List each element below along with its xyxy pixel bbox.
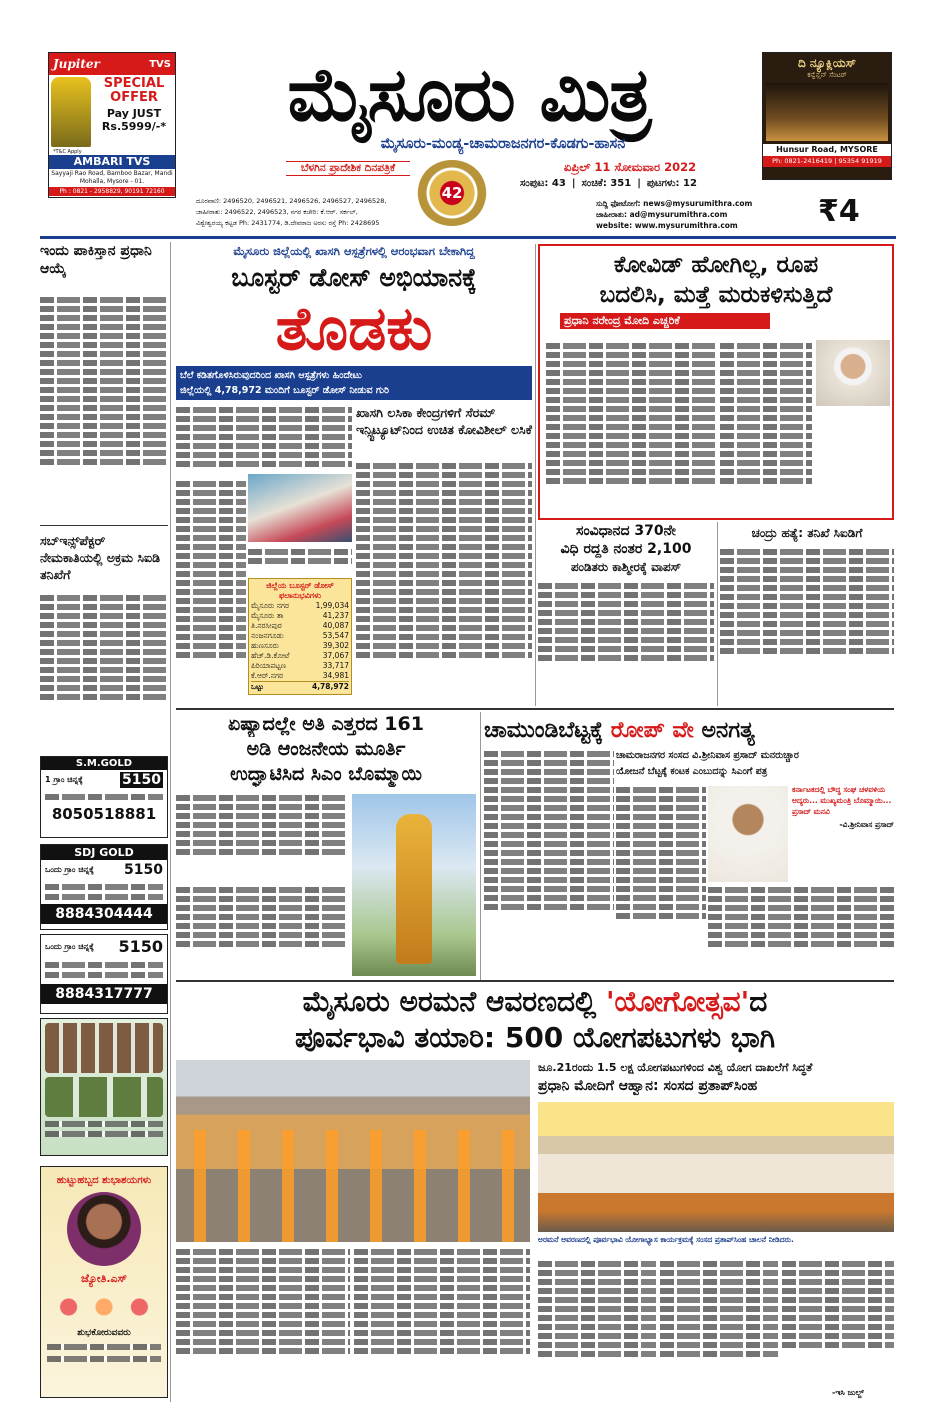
ropeway-h-post: ಅನಗತ್ಯ bbox=[693, 718, 755, 743]
hanuman-h3: ಉದ್ಘಾಟಿಸಿದ ಸಿಎಂ ಬೊಮ್ಮಾಯಿ bbox=[230, 763, 422, 785]
booster-side-body bbox=[356, 460, 532, 698]
yoga-side-1: ಜೂ.21ರಂದು 1.5 ಲಕ್ಷ ಯೋಗಪಟುಗಳಿಂದ ವಿಶ್ವ ಯೋಗ ದಾಖಲೆಗೆ ಸಿದ್ಧತೆ bbox=[538, 1061, 813, 1074]
ad-phone: Ph : 0821 - 2958829, 90191 72160 bbox=[49, 187, 175, 196]
booster-kicker: ಮೈಸೂರು ಜಿಲ್ಲೆಯಲ್ಲಿ ಖಾಸಗಿ ಆಸ್ಪತ್ರೆಗಳಲ್ಲಿ ಆರಂಭವಾಗ ಬೇಕಾಗಿದ್ದ bbox=[233, 244, 475, 258]
nucleus-title: ದಿ ನ್ಯೂಕ್ಲಿಯಸ್ bbox=[797, 56, 857, 70]
table-row bbox=[251, 641, 349, 651]
ropeway-bullet-2: ಯೋಜನೆ ಬೆಟ್ಟಕ್ಕೆ ಕಂಟಕ ಎಂಬುದನ್ನು ಸಿಎಂಗೆ ಪತ್ರ bbox=[616, 766, 768, 777]
kashmir-h3: ಪಂಡಿತರು ಕಾಶ್ಮೀರಕ್ಕೆ ವಾಪಸ್ bbox=[570, 560, 681, 574]
table-cell-count: 4,78,972 bbox=[311, 682, 349, 691]
issue-meta: ಸಂಪುಟ: 43 | ಸಂಚಿಕೆ: 351 | ಪುಟಗಳು: 12 bbox=[520, 178, 697, 189]
yoga-h1-red: 'ಯೋಗೋತ್ಸವ' bbox=[605, 985, 750, 1018]
volume: ಸಂಪುಟ: 43 bbox=[520, 178, 566, 189]
email-news[interactable]: ಸುದ್ದಿ ಫೋಟೋಗೆ: news@mysurumithra.com bbox=[596, 199, 753, 208]
anniversary-number: 42 bbox=[441, 184, 463, 202]
table-row bbox=[251, 601, 349, 611]
gold3-phone: 8884317777 bbox=[41, 984, 167, 1004]
birthday-flowers bbox=[45, 1292, 163, 1322]
yoga-headline-2: ಪೂರ್ವಭಾವಿ ತಯಾರಿ: 500 ಯೋಗಪಟುಗಳು ಭಾಗಿ bbox=[294, 1021, 776, 1054]
birthday-name: ಜ್ಯೋತಿ.ಎಸ್ bbox=[80, 1272, 127, 1285]
chandru-body bbox=[720, 546, 894, 696]
sdjgold-name: SDJ GOLD bbox=[41, 845, 167, 860]
yoga-photo bbox=[176, 1060, 530, 1242]
table-cell-count: 33,717 bbox=[322, 661, 349, 670]
ropeway-bullets bbox=[616, 748, 894, 780]
yoga-side-2: ಪ್ರಧಾನಿ ಮೋದಿಗೆ ಆಹ್ವಾನ: ಸಂಸದ ಪ್ರತಾಪ್‌ಸಿಂಹ bbox=[538, 1078, 758, 1094]
col-divider-3 bbox=[480, 712, 481, 980]
scooter-image bbox=[51, 77, 91, 147]
ad-address: Sayyaji Rao Road, Bamboo Bazar, Mandi Mohalla, Mysore - 01. bbox=[51, 170, 173, 185]
covid-headline-1: ಕೋವಿಡ್ ಹೋಗಿಲ್ಲ, ರೂಪ bbox=[613, 252, 819, 278]
ad-tvs[interactable] bbox=[48, 52, 176, 198]
ad-smgold[interactable] bbox=[40, 756, 168, 838]
ad-pay: Pay JUST bbox=[106, 107, 162, 120]
kashmir-headline bbox=[538, 522, 714, 576]
yoga-caption: ಅರಮನೆ ಆವರಣದಲ್ಲಿ ಪೂರ್ವಭಾವಿ ಯೋಗಾಭ್ಯಾಸ ಕಾರ್ಯಕ್ರಮಕ್ಕೆ ಸಂಸದ ಪ್ರತಾಪ್‌ಸಿಂಹ ಚಾಲನೆ ನೀಡಿದರು. bbox=[538, 1235, 794, 1244]
prasad-photo bbox=[708, 786, 788, 882]
kashmir-h1: ಸಂವಿಧಾನದ 370ನೇ bbox=[576, 523, 676, 539]
table-cell-taluk: ಕೆ.ಆರ್.ನಗರ bbox=[251, 671, 283, 680]
table-row bbox=[251, 611, 349, 621]
yoga-h1-post: ದ bbox=[749, 985, 768, 1018]
ropeway-body-3 bbox=[708, 884, 894, 976]
vaccination-photo bbox=[248, 474, 352, 542]
covid-sub: ಪ್ರಧಾನಿ ನರೇಂದ್ರ ಮೋದಿ ಎಚ್ಚರಿಕೆ bbox=[560, 313, 770, 329]
pakistan-body bbox=[40, 294, 168, 526]
ad-price: Rs.5999/-* bbox=[101, 120, 167, 133]
ad-brand: Jupiter bbox=[53, 57, 100, 71]
pakistan-headline: ಇಂದು ಪಾಕಿಸ್ತಾನ ಪ್ರಧಾನಿ ಆಯ್ಕೆ bbox=[40, 243, 152, 277]
ad-offer: SPECIAL OFFER bbox=[103, 76, 165, 105]
phones-line-3: ವಿಶ್ವೇಶ್ವರಯ್ಯ ಕಟ್ಟಡ Ph: 2431774, ಡಿ.ದೇವರಾಜ ಅರಸು ರಸ್ತೆ Ph: 2428695 bbox=[196, 219, 380, 227]
covid-story bbox=[538, 244, 894, 520]
booster-bullets bbox=[176, 366, 532, 400]
booster-bullet-1: ಬೆಲೆ ಕಡಿತಗೊಳಿಸಿರುವುದರಿಂದ ಖಾಸಗಿ ಆಸ್ಪತ್ರೆಗಳು ಹಿಂದೇಟು bbox=[180, 370, 362, 381]
price: ₹4 bbox=[818, 194, 860, 229]
issue-date: ಏಪ್ರಿಲ್ 11 ಸೋಮವಾರ 2022 bbox=[563, 160, 697, 174]
modi-photo bbox=[816, 340, 890, 406]
hanuman-headline bbox=[176, 712, 476, 787]
ropeway-body-2 bbox=[616, 784, 706, 976]
table-row bbox=[251, 621, 349, 631]
ad-brand2: TVS bbox=[149, 58, 171, 70]
table-cell-taluk: ನಂಜನಗೂಡು bbox=[251, 631, 284, 640]
chandru-headline: ಚಂದ್ರು ಹತ್ಯೆ: ತನಿಖೆ ಸಿಐಡಿಗೆ bbox=[751, 526, 863, 540]
issue: ಸಂಚಿಕೆ: 351 bbox=[581, 178, 632, 189]
table-cell-taluk: ಹುಣಸೂರು bbox=[251, 641, 280, 650]
hanuman-body-top bbox=[176, 792, 348, 880]
table-cell-taluk: ಪಿರಿಯಾಪಟ್ಟಣ bbox=[251, 661, 287, 670]
ropeway-h-pre: ಚಾಮುಂಡಿಬೆಟ್ಟಕ್ಕೆ bbox=[484, 718, 611, 743]
table-cell-count: 40,087 bbox=[322, 621, 349, 630]
table-cell-count: 41,237 bbox=[322, 611, 349, 620]
table-cell-count: 34,981 bbox=[322, 671, 349, 680]
sdjgold-phone: 8884304444 bbox=[41, 904, 167, 924]
nucleus-photo bbox=[766, 83, 888, 141]
left-column bbox=[40, 242, 168, 738]
table-row bbox=[251, 631, 349, 641]
birthday-wish: ಹುಟ್ಟುಹಬ್ಬದ ಶುಭಾಶಯಗಳು bbox=[56, 1175, 152, 1186]
sdjgold-line: ಒಂದು ಗ್ರಾಂ ಚಿನ್ನಕ್ಕೆ bbox=[45, 865, 94, 874]
sdjgold-price: 5150 bbox=[124, 862, 163, 878]
beneficiaries-table bbox=[248, 578, 352, 695]
ropeway-body-1 bbox=[484, 748, 614, 976]
rule-2 bbox=[176, 708, 894, 710]
group-avatars-2 bbox=[45, 1077, 163, 1117]
ropeway-quote bbox=[792, 784, 894, 880]
masthead-rule bbox=[40, 236, 896, 239]
col-divider-1 bbox=[535, 244, 536, 706]
birthday-from: ಶುಭಕೋರುವವರು bbox=[77, 1328, 131, 1338]
booster-bullet-2: ಜಿಲ್ಲೆಯಲ್ಲಿ 4,78,972 ಮಂದಿಗೆ ಬೂಸ್ಟರ್ ಡೋಸ್ ನೀಡುವ ಗುರಿ bbox=[180, 385, 390, 396]
booster-big-word: ತೊಡಕು bbox=[275, 294, 433, 364]
table-cell-count: 1,99,034 bbox=[315, 601, 349, 610]
ad-nucleus[interactable] bbox=[762, 52, 892, 180]
nucleus-sub: ಕನ್ವೆನ್ಷನ್ ಸೆಂಟರ್ bbox=[807, 71, 847, 79]
smgold-price: 5150 bbox=[122, 772, 161, 788]
table-cell-taluk: ಮೈಸೂರು ನಗರ bbox=[251, 601, 289, 610]
table-cell-count: 39,302 bbox=[322, 641, 349, 650]
table-cell-taluk: ಒಟ್ಟು bbox=[251, 682, 264, 691]
masthead-subtitle: ಮೈಸೂರು-ಮಂಡ್ಯ-ಚಾಮರಾಜನಗರ-ಕೊಡಗು-ಹಾಸನ bbox=[380, 136, 626, 152]
gold3-price: 5150 bbox=[118, 937, 163, 956]
nucleus-phone: Ph: 0821-2416419 | 95354 91919 bbox=[763, 156, 891, 167]
quote-author: -ವಿ.ಶ್ರೀನಿವಾಸ ಪ್ರಸಾದ್ bbox=[839, 820, 894, 829]
yoga-headline-1 bbox=[176, 984, 894, 1020]
tagline: ಬೆಳಗಿನ ಪ್ರಾದೇಶಿಕ ದಿನಪತ್ರಿಕೆ bbox=[286, 161, 410, 176]
table-cell-count: 37,067 bbox=[322, 651, 349, 660]
kashmir-h2: ವಿಧಿ ರದ್ದತಿ ನಂತರ 2,100 bbox=[560, 541, 692, 557]
phones-line-1: ದೂರವಾಣಿ: 2496520, 2496521, 2496526, 2496527, 2496528, bbox=[196, 197, 387, 205]
ropeway-headline bbox=[484, 716, 894, 746]
table-cell-taluk: ತಿ.ನರಸೀಪುರ bbox=[251, 621, 282, 630]
ad-tc: *T&C Apply bbox=[53, 149, 82, 155]
table-title: ಜಿಲ್ಲೆಯ ಬೂಸ್ಟರ್ ಡೋಸ್ ಫಲಾನುಭವಿಗಳು bbox=[266, 581, 334, 600]
booster-side-head: ಖಾಸಗಿ ಲಸಿಕಾ ಕೇಂದ್ರಗಳಿಗೆ ಸೆರಮ್ ಇನ್ಸ್ಟಿಟ್ಯೂಟ್‌ನಿಂದ ಉಚಿತ ಕೋವಿಶೀಲ್ ಲಸಿಕೆ bbox=[356, 405, 532, 437]
pratap-photo bbox=[538, 1102, 894, 1232]
table-row bbox=[251, 651, 349, 661]
yoga-side-head bbox=[538, 1060, 894, 1096]
table-row bbox=[251, 671, 349, 681]
covid-headline-2: ಬದಲಿಸಿ, ಮತ್ತೆ ಮರುಕಳಿಸುತ್ತಿದೆ bbox=[599, 282, 833, 308]
ropeway-h-red: ರೋಪ್ ವೇ bbox=[610, 718, 694, 743]
smgold-line: 1 ಗ್ರಾಂ ಚಿನ್ನಕ್ಕೆ bbox=[45, 775, 83, 784]
col-divider-2 bbox=[717, 522, 718, 706]
email-ad[interactable]: ಜಾಹೀರಾತು: ad@mysurumithra.com bbox=[596, 210, 728, 219]
table-cell-count: 53,547 bbox=[322, 631, 349, 640]
masthead-title: ಮೈಸೂರು ಮಿತ್ರ bbox=[287, 52, 651, 138]
hanuman-h2: ಅಡಿ ಆಂಜನೇಯ ಮೂರ್ತಿ bbox=[246, 738, 406, 760]
ad-gold-3[interactable] bbox=[40, 934, 168, 1014]
group-avatars bbox=[45, 1023, 163, 1073]
booster-headline: ಬೂಸ್ಟರ್ ಡೋಸ್ ಅಭಿಯಾನಕ್ಕೆ bbox=[231, 263, 477, 292]
smgold-phone: 8050518881 bbox=[51, 805, 157, 823]
phones-line-2: ಜಾಹೀರಾತು: 2496522, 2496523, ನಗರ ಕಚೇರಿ: ಕೆ.ಆರ್. ಸರ್ಕಲ್, bbox=[196, 208, 358, 216]
yoga-h1-pre: ಮೈಸೂರು ಅರಮನೆ ಆವರಣದಲ್ಲಿ bbox=[302, 985, 606, 1018]
table-row bbox=[251, 681, 349, 692]
gold3-line: ಒಂದು ಗ್ರಾಂ ಚಿನ್ನಕ್ಕೆ bbox=[45, 941, 94, 951]
yoga-mats bbox=[176, 1130, 530, 1242]
statue-figure bbox=[396, 814, 432, 964]
birthday-photo bbox=[67, 1192, 141, 1266]
yoga-body-2 bbox=[354, 1246, 530, 1396]
covid-body-1 bbox=[546, 340, 716, 516]
ad-sdjgold[interactable] bbox=[40, 844, 168, 930]
ad-group-photos[interactable] bbox=[40, 1018, 168, 1156]
rule-3 bbox=[176, 980, 894, 982]
booster-body-left bbox=[176, 478, 246, 698]
yoga-body-4 bbox=[660, 1258, 778, 1398]
hanuman-photo bbox=[352, 794, 476, 976]
contact-phones bbox=[196, 196, 496, 229]
table-cell-taluk: ಹೆಚ್.ಡಿ.ಕೋಟೆ bbox=[251, 651, 290, 660]
yoga-body-3 bbox=[538, 1258, 656, 1398]
nucleus-address: Hunsur Road, MYSORE bbox=[763, 144, 891, 156]
pages: ಪುಟಗಳು: 12 bbox=[646, 178, 697, 189]
table-row bbox=[251, 661, 349, 671]
quote-text: ಕರ್ನಾಟಕದಲ್ಲಿ ಬೌದ್ಧ ಸಂಘ ಚಳವಳಿಯ ಆದ್ಯರು... ಮುಖ್ಯಮಂತ್ರಿ ಬೊಮ್ಮಾಯಿ... ಪ್ರಸಾದ್ ಮನವಿ bbox=[792, 785, 892, 816]
booster-body-right bbox=[248, 546, 352, 576]
website-link[interactable]: website: www.mysurumithra.com bbox=[596, 221, 738, 230]
si-recruitment-headline: ಸಬ್‌ಇನ್ಸ್‌ಪೆಕ್ಟರ್ ನೇಮಕಾತಿಯಲ್ಲಿ ಅಕ್ರಮ ಸಿಐಡಿ ತನಿಖೆಗೆ bbox=[40, 533, 161, 582]
yoga-byline: -ಇಸಿ ಜುಲ್ಜ್ bbox=[832, 1388, 864, 1397]
smgold-name: S.M.GOLD bbox=[41, 757, 167, 770]
table-rows bbox=[251, 601, 349, 692]
yoga-body-5 bbox=[782, 1258, 894, 1386]
contact-emails bbox=[596, 198, 796, 231]
kashmir-body bbox=[538, 580, 714, 696]
left-divider bbox=[170, 242, 171, 1402]
covid-body-2 bbox=[720, 340, 812, 516]
ad-birthday[interactable] bbox=[40, 1166, 168, 1398]
ad-dealer: AMBARI TVS bbox=[49, 155, 175, 169]
yoga-body-1 bbox=[176, 1246, 350, 1396]
hanuman-h1: ಏಷ್ಯಾದಲ್ಲೇ ಅತಿ ಎತ್ತರದ 161 bbox=[228, 713, 424, 735]
si-recruitment-body bbox=[40, 592, 168, 722]
ropeway-bullet-1: ಚಾಮರಾಜನಗರ ಸಂಸದ ವಿ.ಶ್ರೀನಿವಾಸ ಪ್ರಸಾದ್ ಮನರುಚ್ಚಾರ bbox=[616, 750, 799, 761]
booster-lead bbox=[176, 404, 352, 478]
table-cell-taluk: ಮೈಸೂರು ತಾ bbox=[251, 611, 284, 620]
hanuman-body bbox=[176, 884, 348, 978]
